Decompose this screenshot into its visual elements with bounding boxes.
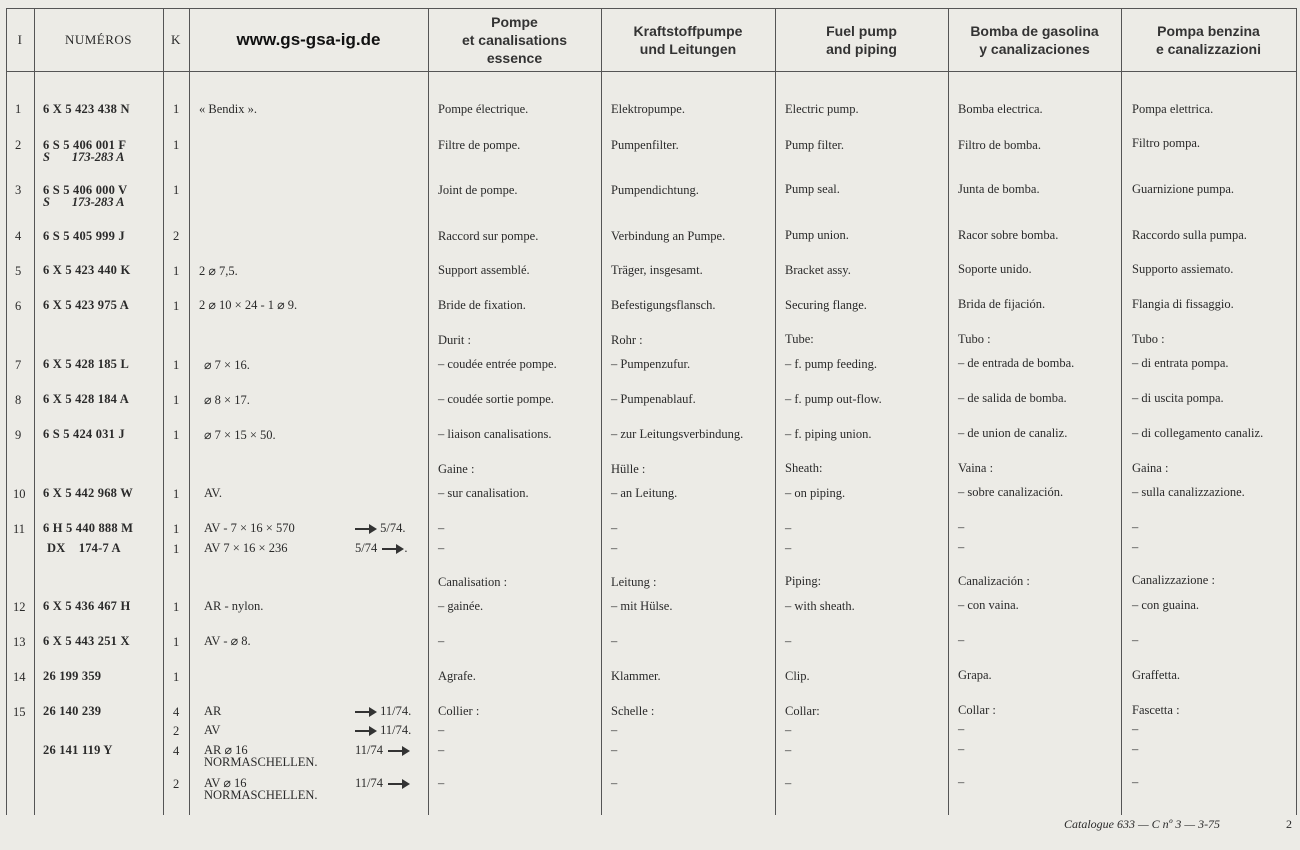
row-index: 4 bbox=[15, 229, 22, 243]
quantity: 2 bbox=[173, 229, 180, 243]
desc-es: Racor sobre bomba. bbox=[958, 228, 1059, 242]
part-number: 6 S 5 406 001 F bbox=[43, 138, 127, 152]
catalogue-reference: Catalogue 633 — C nº 3 — 3-75 bbox=[1064, 817, 1221, 831]
desc-de: – Pumpenablauf. bbox=[611, 392, 696, 406]
spec: NORMASCHELLEN. bbox=[204, 755, 318, 769]
part-number: 6 X 5 436 467 H bbox=[43, 599, 131, 613]
desc-es: Filtro de bomba. bbox=[958, 138, 1041, 152]
part-number: 6 X 5 423 975 A bbox=[43, 298, 129, 312]
desc-it: Filtro pompa. bbox=[1132, 136, 1201, 150]
dash: – bbox=[611, 541, 618, 555]
header-english bbox=[775, 8, 948, 71]
dash: – bbox=[958, 633, 965, 647]
part-number: 26 140 239 bbox=[43, 704, 102, 718]
arrow-right-icon bbox=[382, 548, 402, 550]
group-es: Vaina : bbox=[958, 461, 994, 475]
header-index: I bbox=[17, 31, 23, 47]
quantity: 1 bbox=[173, 600, 180, 614]
part-number: 6 X 5 423 438 N bbox=[43, 102, 130, 116]
desc-fr: Joint de pompe. bbox=[438, 183, 518, 197]
desc-de: Pumpendichtung. bbox=[611, 183, 699, 197]
validity-from bbox=[355, 776, 410, 790]
group-de: Hülle : bbox=[611, 462, 646, 476]
date: 11/74 bbox=[355, 743, 384, 757]
header-english-line: and piping bbox=[826, 40, 897, 57]
desc-es: Soporte unido. bbox=[958, 262, 1032, 276]
quantity: 1 bbox=[173, 358, 180, 372]
desc-it: Supporto assiemato. bbox=[1132, 262, 1234, 276]
quantity: 1 bbox=[173, 264, 180, 278]
group-fr: Gaine : bbox=[438, 462, 475, 476]
desc-en: Collar: bbox=[785, 704, 820, 718]
part-number: 26 141 119 Y bbox=[43, 743, 113, 757]
date: 11/74. bbox=[380, 704, 412, 718]
header-french-line: et canalisations bbox=[461, 31, 568, 48]
part-number: DX 174-7 A bbox=[47, 541, 121, 555]
group-en: Tube: bbox=[785, 332, 814, 346]
desc-it: – di uscita pompa. bbox=[1132, 391, 1224, 405]
row-index: 1 bbox=[15, 102, 22, 116]
desc-fr: – liaison canalisations. bbox=[438, 427, 552, 441]
dash: – bbox=[611, 521, 618, 535]
dash: – bbox=[958, 540, 965, 554]
group-es: Tubo : bbox=[958, 332, 991, 346]
desc-en: – with sheath. bbox=[785, 599, 855, 613]
desc-es: Collar : bbox=[958, 703, 996, 717]
desc-fr: Collier : bbox=[438, 704, 480, 718]
dash: – bbox=[1132, 742, 1139, 756]
row-index: 13 bbox=[13, 635, 26, 649]
group-en: Piping: bbox=[785, 574, 822, 588]
dash: – bbox=[1132, 540, 1139, 554]
desc-fr: Bride de fixation. bbox=[438, 298, 526, 312]
header-french bbox=[428, 8, 601, 71]
spec: « Bendix ». bbox=[199, 102, 257, 116]
arrow-right-icon bbox=[355, 528, 375, 530]
spec: AV - 7 × 16 × 570 bbox=[204, 521, 295, 535]
date: 5/74 bbox=[355, 541, 378, 555]
desc-it: – di collegamento canaliz. bbox=[1132, 426, 1264, 440]
dash: – bbox=[785, 723, 792, 737]
quantity: 1 bbox=[173, 102, 180, 116]
row-index: 8 bbox=[15, 393, 22, 407]
quantity: 1 bbox=[173, 138, 180, 152]
group-en: Sheath: bbox=[785, 461, 823, 475]
quantity: 1 bbox=[173, 487, 180, 501]
part-number-alt: S 173-283 A bbox=[43, 150, 125, 164]
desc-en: Pump filter. bbox=[785, 138, 845, 152]
quantity: 1 bbox=[173, 393, 180, 407]
quantity: 1 bbox=[173, 299, 180, 313]
dash: – bbox=[611, 634, 618, 648]
header-website: www.gs-gsa-ig.de bbox=[236, 29, 381, 49]
row-index: 14 bbox=[13, 670, 26, 684]
desc-en: – on piping. bbox=[785, 486, 846, 500]
desc-fr: – gainée. bbox=[438, 599, 484, 613]
header-spanish bbox=[948, 8, 1121, 71]
desc-fr: Filtre de pompe. bbox=[438, 138, 521, 152]
desc-it: Graffetta. bbox=[1132, 668, 1181, 682]
period: . bbox=[404, 541, 408, 555]
header-german-line: und Leitungen bbox=[639, 40, 737, 57]
part-number: 26 199 359 bbox=[43, 669, 102, 683]
spec: AV bbox=[204, 723, 221, 737]
header-italian bbox=[1121, 8, 1296, 71]
desc-it: Flangia di fissaggio. bbox=[1132, 297, 1234, 311]
part-number: 6 S 5 405 999 J bbox=[43, 229, 125, 243]
arrow-right-icon bbox=[355, 711, 375, 713]
spec: ⌀ 8 × 17. bbox=[204, 393, 250, 407]
dash: – bbox=[611, 776, 618, 790]
row-index: 5 bbox=[15, 264, 22, 278]
dash: – bbox=[1132, 775, 1139, 789]
dash: – bbox=[785, 521, 792, 535]
dash: – bbox=[611, 723, 618, 737]
dash: – bbox=[785, 634, 792, 648]
desc-de: Schelle : bbox=[611, 704, 655, 718]
desc-de: – an Leitung. bbox=[611, 486, 678, 500]
col-divider bbox=[189, 8, 190, 815]
quantity: 1 bbox=[173, 183, 180, 197]
desc-de: – mit Hülse. bbox=[611, 599, 673, 613]
dash: – bbox=[785, 776, 792, 790]
group-it: Canalizzazione : bbox=[1132, 573, 1215, 587]
validity-from bbox=[355, 743, 410, 757]
header-german bbox=[601, 8, 775, 71]
row-index: 9 bbox=[15, 428, 22, 442]
date: 5/74. bbox=[380, 521, 406, 535]
desc-de: Verbindung an Pumpe. bbox=[611, 229, 726, 243]
spec: AV - ⌀ 8. bbox=[204, 634, 251, 648]
row-index: 3 bbox=[15, 183, 22, 197]
desc-fr: Raccord sur pompe. bbox=[438, 229, 539, 243]
dash: – bbox=[785, 743, 792, 757]
group-fr: Canalisation : bbox=[438, 575, 508, 589]
spec: AV ⌀ 16 bbox=[204, 776, 247, 790]
desc-en: Bracket assy. bbox=[785, 263, 851, 277]
dash: – bbox=[438, 541, 445, 555]
dash: – bbox=[438, 723, 445, 737]
row-index: 10 bbox=[13, 487, 26, 501]
group-it: Gaina : bbox=[1132, 461, 1169, 475]
desc-es: – de entrada de bomba. bbox=[958, 356, 1075, 370]
desc-es: – con vaina. bbox=[958, 598, 1019, 612]
desc-de: Elektropumpe. bbox=[611, 102, 685, 116]
desc-de: – Pumpenzufur. bbox=[611, 357, 691, 371]
validity-from bbox=[355, 541, 407, 555]
dash: – bbox=[438, 634, 445, 648]
col-divider bbox=[775, 8, 776, 815]
group-es: Canalización : bbox=[958, 574, 1030, 588]
desc-fr: Support assemblé. bbox=[438, 263, 530, 277]
desc-fr: Agrafe. bbox=[438, 669, 476, 683]
spec: ⌀ 7 × 15 × 50. bbox=[204, 428, 276, 442]
desc-it: Raccordo sulla pumpa. bbox=[1132, 228, 1247, 242]
desc-it: – di entrata pompa. bbox=[1132, 356, 1229, 370]
part-number: 6 H 5 440 888 M bbox=[43, 521, 134, 535]
part-number: 6 X 5 428 185 L bbox=[43, 357, 129, 371]
quantity: 4 bbox=[173, 705, 180, 719]
header-french-line: Pompe bbox=[491, 13, 538, 30]
spec: AR bbox=[204, 704, 222, 718]
desc-it: – con guaina. bbox=[1132, 598, 1199, 612]
spec: AV. bbox=[204, 486, 222, 500]
col-divider bbox=[428, 8, 429, 815]
col-divider bbox=[6, 8, 7, 815]
dash: – bbox=[1132, 633, 1139, 647]
dash: – bbox=[438, 743, 445, 757]
quantity: 1 bbox=[173, 635, 180, 649]
col-divider bbox=[1121, 8, 1122, 815]
desc-fr: – sur canalisation. bbox=[438, 486, 529, 500]
dash: – bbox=[1132, 520, 1139, 534]
quantity: 1 bbox=[173, 428, 180, 442]
header-spanish-line: y canalizaciones bbox=[979, 40, 1090, 57]
desc-de: Pumpenfilter. bbox=[611, 138, 679, 152]
desc-de: Befestigungsflansch. bbox=[611, 298, 716, 312]
desc-de: Träger, insgesamt. bbox=[611, 263, 703, 277]
desc-es: Bomba electrica. bbox=[958, 102, 1043, 116]
header-german-line: Kraftstoffpumpe bbox=[633, 22, 743, 39]
dash: – bbox=[958, 520, 965, 534]
desc-en: Clip. bbox=[785, 669, 810, 683]
header-french-line: essence bbox=[486, 49, 543, 66]
header-italian-line: Pompa benzina bbox=[1157, 22, 1260, 39]
spec: AR ⌀ 16 bbox=[204, 743, 248, 757]
page-number: 2 bbox=[1286, 817, 1292, 831]
group-de: Leitung : bbox=[611, 575, 657, 589]
desc-de: – zur Leitungsverbindung. bbox=[611, 427, 744, 441]
header-spanish-line: Bomba de gasolina bbox=[970, 22, 1099, 39]
spec: NORMASCHELLEN. bbox=[204, 788, 318, 802]
validity-until bbox=[353, 521, 405, 535]
part-number: 6 X 5 428 184 A bbox=[43, 392, 129, 406]
spec: ⌀ 7 × 16. bbox=[204, 358, 250, 372]
header-rule bbox=[6, 71, 1296, 72]
part-number: 6 S 5 424 031 J bbox=[43, 427, 125, 441]
desc-es: – de union de canaliz. bbox=[958, 426, 1068, 440]
desc-de: Klammer. bbox=[611, 669, 661, 683]
desc-it: Guarnizione pumpa. bbox=[1132, 182, 1235, 196]
dash: – bbox=[958, 775, 965, 789]
col-divider bbox=[601, 8, 602, 815]
desc-es: – sobre canalización. bbox=[958, 485, 1064, 499]
desc-es: – de salida de bomba. bbox=[958, 391, 1067, 405]
spec: 2 ⌀ 10 × 24 - 1 ⌀ 9. bbox=[199, 298, 298, 312]
dash: – bbox=[785, 541, 792, 555]
row-index: 12 bbox=[13, 600, 26, 614]
header-k: K bbox=[171, 31, 181, 47]
row-index: 7 bbox=[15, 358, 22, 372]
col-divider bbox=[1296, 8, 1297, 815]
col-divider bbox=[163, 8, 164, 815]
spec: 2 ⌀ 7,5. bbox=[199, 264, 238, 278]
desc-fr: Pompe électrique. bbox=[438, 102, 529, 116]
desc-es: Brida de fijación. bbox=[958, 297, 1046, 311]
part-number: 6 X 5 423 440 K bbox=[43, 263, 131, 277]
quantity: 4 bbox=[173, 744, 180, 758]
spec: AR - nylon. bbox=[204, 599, 264, 613]
desc-fr: – coudée entrée pompe. bbox=[438, 357, 557, 371]
desc-en: – f. pump feeding. bbox=[785, 357, 877, 371]
desc-it: – sulla canalizzazione. bbox=[1132, 485, 1245, 499]
desc-es: Junta de bomba. bbox=[958, 182, 1040, 196]
desc-es: Grapa. bbox=[958, 668, 992, 682]
col-divider bbox=[948, 8, 949, 815]
part-number: 6 X 5 442 968 W bbox=[43, 486, 133, 500]
arrow-right-icon bbox=[388, 750, 408, 752]
quantity: 2 bbox=[173, 777, 180, 791]
desc-it: Pompa elettrica. bbox=[1132, 102, 1214, 116]
header-italian-line: e canalizzazioni bbox=[1155, 40, 1262, 57]
quantity: 1 bbox=[173, 542, 180, 556]
row-index: 6 bbox=[15, 299, 22, 313]
quantity: 1 bbox=[173, 522, 180, 536]
part-number: 6 S 5 406 000 V bbox=[43, 183, 128, 197]
date: 11/74. bbox=[380, 723, 412, 737]
arrow-right-icon bbox=[355, 730, 375, 732]
row-index: 2 bbox=[15, 138, 22, 152]
desc-en: – f. pump out-flow. bbox=[785, 392, 882, 406]
desc-en: Securing flange. bbox=[785, 298, 867, 312]
arrow-right-icon bbox=[388, 783, 408, 785]
dash: – bbox=[958, 742, 965, 756]
desc-it: Fascetta : bbox=[1132, 703, 1180, 717]
date: 11/74 bbox=[355, 776, 384, 790]
dash: – bbox=[438, 776, 445, 790]
desc-en: Pump union. bbox=[785, 228, 849, 242]
desc-en: Pump seal. bbox=[785, 182, 840, 196]
dash: – bbox=[438, 521, 445, 535]
dash: – bbox=[958, 722, 965, 736]
desc-fr: – coudée sortie pompe. bbox=[438, 392, 554, 406]
col-divider bbox=[34, 8, 35, 815]
dash: – bbox=[1132, 722, 1139, 736]
part-number-alt: S 173-283 A bbox=[43, 195, 125, 209]
group-it: Tubo : bbox=[1132, 332, 1165, 346]
validity-until bbox=[353, 704, 411, 718]
quantity: 1 bbox=[173, 670, 180, 684]
group-de: Rohr : bbox=[611, 333, 643, 347]
header-english-line: Fuel pump bbox=[826, 22, 897, 39]
group-fr: Durit : bbox=[438, 333, 471, 347]
quantity: 2 bbox=[173, 724, 180, 738]
desc-en: – f. piping union. bbox=[785, 427, 872, 441]
validity-until bbox=[353, 723, 411, 737]
header-numbers: NUMÉROS bbox=[64, 31, 133, 47]
row-index: 11 bbox=[13, 522, 26, 536]
spec: AV 7 × 16 × 236 bbox=[204, 541, 288, 555]
part-number: 6 X 5 443 251 X bbox=[43, 634, 130, 648]
row-index: 15 bbox=[13, 705, 26, 719]
dash: – bbox=[611, 743, 618, 757]
desc-en: Electric pump. bbox=[785, 102, 859, 116]
